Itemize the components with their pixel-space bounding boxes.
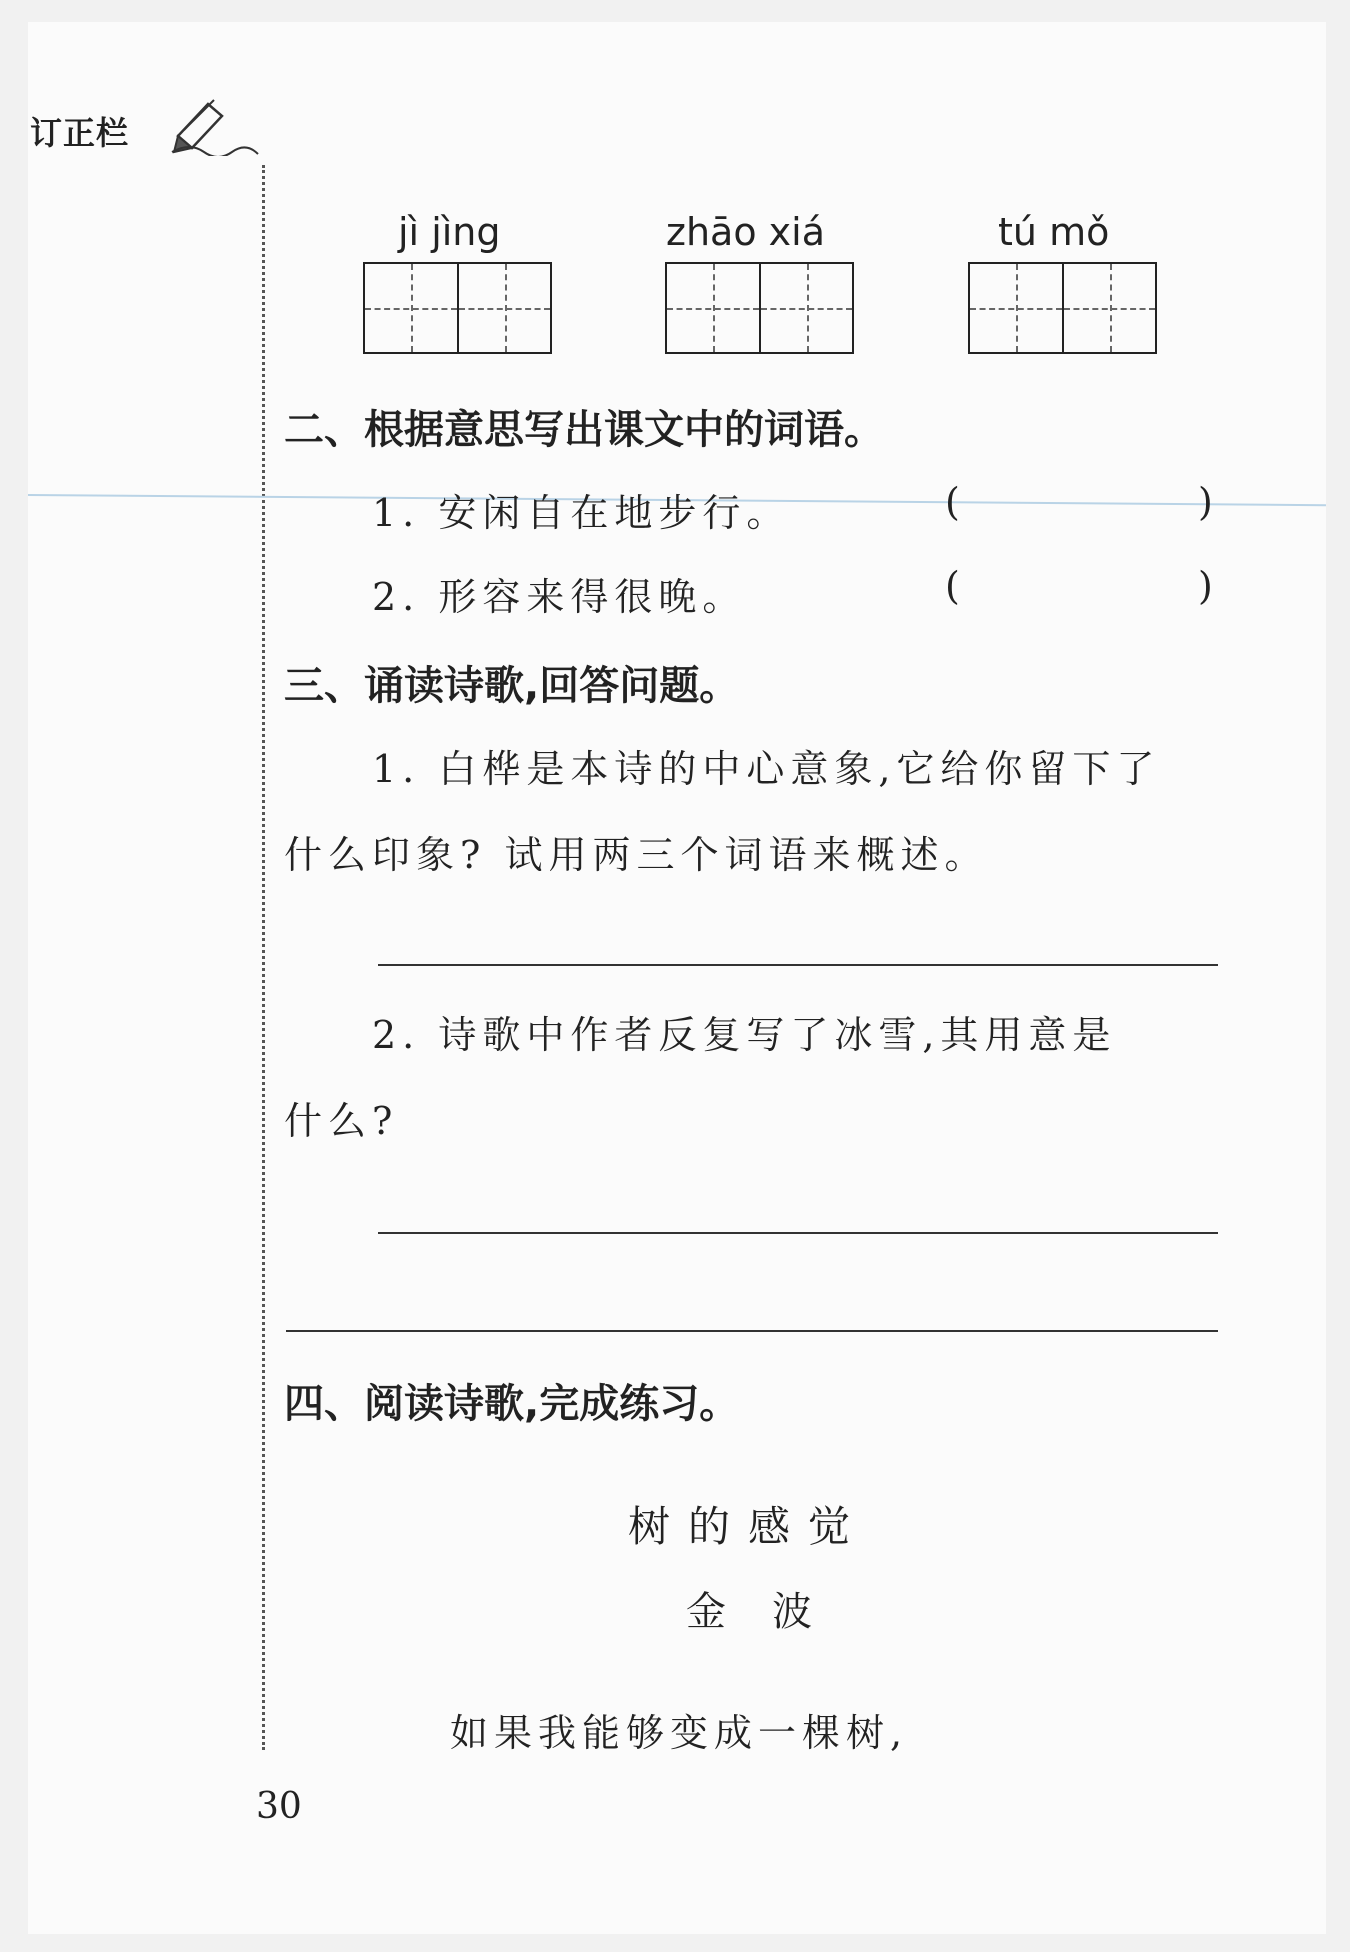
pencil-icon: [170, 96, 260, 156]
poem-author: 金波: [686, 1589, 858, 1635]
question-3-1-line-2: 什么印象? 试用两三个词语来概述。: [284, 833, 989, 877]
writing-cell[interactable]: [970, 264, 1062, 352]
answer-line-3-1[interactable]: [378, 964, 1218, 966]
answer-paren-open: (: [945, 564, 960, 608]
answer-paren-close: ): [1198, 480, 1213, 524]
question-2-1: 1. 安闲自在地步行。: [372, 491, 791, 535]
answer-paren-open: (: [945, 480, 960, 524]
writing-cell[interactable]: [759, 264, 852, 352]
writing-cell[interactable]: [1062, 264, 1155, 352]
writing-box-1[interactable]: [363, 262, 552, 354]
pinyin-label-2: zhāo xiá: [666, 210, 825, 254]
section-2-heading: 二、根据意思写出课文中的词语。: [284, 407, 884, 453]
poem-title: 树的感觉: [628, 1502, 869, 1551]
question-3-1-line-1: 1. 白桦是本诗的中心意象,它给你留下了: [372, 747, 1161, 791]
writing-box-2[interactable]: [665, 262, 854, 354]
writing-cell[interactable]: [667, 264, 759, 352]
answer-blank-2-2[interactable]: [975, 566, 1195, 610]
question-3-2-line-1: 2. 诗歌中作者反复写了冰雪,其用意是: [372, 1013, 1117, 1057]
answer-line-3-2b[interactable]: [286, 1330, 1218, 1332]
writing-box-3[interactable]: [968, 262, 1157, 354]
section-3-heading: 三、诵读诗歌,回答问题。: [284, 663, 740, 709]
answer-blank-2-1[interactable]: [975, 482, 1195, 526]
question-2-2: 2. 形容来得很晚。: [372, 575, 747, 619]
correction-column-title: 订正栏: [30, 114, 130, 152]
page-number: 30: [256, 1786, 302, 1827]
question-3-2-line-2: 什么?: [284, 1099, 399, 1143]
writing-cell[interactable]: [457, 264, 550, 352]
poem-line-1: 如果我能够变成一棵树,: [450, 1711, 909, 1755]
answer-paren-close: ): [1198, 564, 1213, 608]
pinyin-label-1: jì jìng: [398, 210, 501, 254]
answer-line-3-2a[interactable]: [378, 1232, 1218, 1234]
margin-dotted-line: [262, 165, 265, 1750]
writing-cell[interactable]: [365, 264, 457, 352]
pinyin-label-3: tú mǒ: [998, 210, 1110, 254]
section-4-heading: 四、阅读诗歌,完成练习。: [284, 1381, 740, 1427]
